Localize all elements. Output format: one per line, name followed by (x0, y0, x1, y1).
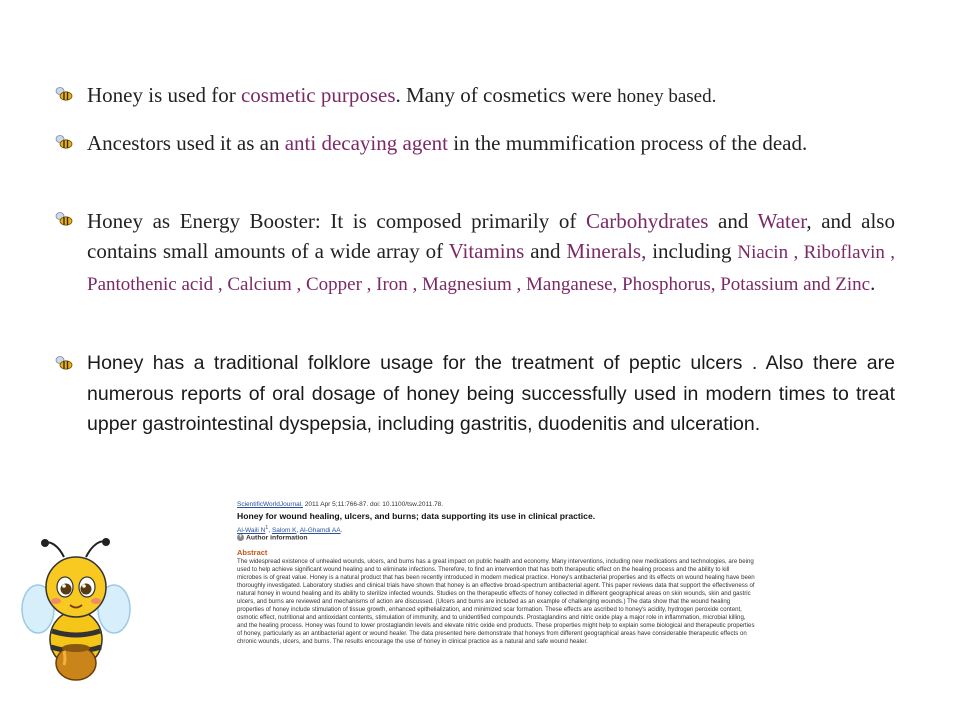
bullet-text: Honey is used for (87, 83, 241, 107)
bullet-text: . (870, 271, 876, 295)
bullet-highlight: anti decaying agent (284, 131, 448, 155)
bullet-text: honey based. (617, 86, 717, 107)
bullet-highlight: Minerals, (566, 239, 647, 263)
citation-text: 2011 Apr 5;11:766-87. doi: 10.1100/tsw.2011.78. (303, 501, 444, 508)
bullet-cosmetics (87, 80, 895, 112)
bee-mascot-illustration (20, 535, 132, 685)
bullet-energy-booster (87, 206, 895, 300)
bullet-highlight: cosmetic purposes (240, 83, 396, 107)
bullet-text: including (646, 239, 738, 263)
article-title: Honey for wound healing, ulcers, and burns; data supporting its use in clinical practice. (237, 511, 596, 521)
bullet-mummification (87, 128, 895, 158)
article-authors: Al-Waili $N^1$, Salom K, Al-Ghamdi AA. (237, 525, 343, 535)
author-link[interactable]: Al-Waili N (237, 527, 266, 535)
bee-bullet-icon (54, 211, 74, 227)
author-information-label: Author information (246, 534, 308, 542)
bullet-folklore: Honey has a traditional folklore usage for the treatment of peptic ulcers . Also there are numerous reports of oral dosage of honey being successfully used in modern times to treat upper gastrointestinal dyspepsia, including gastritis, duodenitis and ulceration. (87, 352, 895, 435)
author-link[interactable]: Salom K (271, 527, 297, 535)
author-information-toggle[interactable] (237, 534, 308, 541)
bee-bullet-icon (54, 134, 74, 150)
bullet-highlight: Niacin , Riboflavin , Pantothenic acid , Calcium , Copper , Iron , Magnesium , Manganese, Phosphorus, Potassium and Zinc (87, 242, 895, 295)
article-clipping (232, 497, 760, 713)
author-affiliation-mark: 1 (265, 525, 269, 531)
bullet-highlight: Water (757, 209, 807, 233)
abstract-text: The widespread existence of unhealed wounds, ulcers, and burns has a great impact on public health and economy. Many interventions, including new medications and technologies, are being used to help achieve significant wound healing and to eliminate infections. Therefore, to find an intervention that has both therapeutic effect on the healing process and the ability to kill microbes is of great value. Honey is a natural product that has been recently introduced in modern medical practice. Honey's antibacterial properties and its effects on wound healing have been thoroughly investigated. Laboratory studies and clinical trials have shown that honey is an effective broad-spectrum antibacterial agent. This paper reviews data that support the effectiveness of natural honey in wound healing and its ability to sterilize infected wounds. Studies on the therapeutic effects of honey collected in different geographical areas on skin wounds, skin and gastric ulcers, and burns are reviewed and mechanisms of action are discussed. (Ulcers and burns are included as an example of challenging wounds.) The data show that the wound healing properties of honey include stimulation of tissue growth, enhanced epithelialization, and minimized scar formation. These effects are ascribed to honey's acidity, hydrogen peroxide content, osmotic effect, nutritional and antioxidant contents, stimulation of immunity, and to unidentified compounds. Prostaglandins and nitric oxide play a major role in inflammation, microbial killing, and the healing process. Honey was found to lower prostaglandin levels and elevate nitric oxide end products. These properties might help to explain some biological and therapeutic properties of honey, particularly as an antibacterial agent or wound healer. The data presented here demonstrate that honeys from different geographical areas have considerable therapeutic effects on chronic wounds, ulcers, and burns. The results encourage the use of honey in clinical practice as a natural and safe wound healer. (237, 558, 755, 646)
bullet-text: in the mummification process of the dead. (447, 131, 808, 155)
bullet-text: Ancestors used it as an (87, 131, 285, 155)
bee-bullet-icon (54, 86, 74, 102)
expand-plus-icon: + (238, 534, 243, 540)
bullet-text: and (524, 239, 567, 263)
author-link[interactable]: Al-Ghamdi AA (299, 527, 341, 535)
journal-link[interactable]: ScientificWorldJournal. (237, 501, 303, 508)
bullet-text: and (708, 209, 758, 233)
abstract-heading: Abstract (237, 548, 268, 557)
bullet-text: , and also contains small amounts of a wide array of (87, 209, 895, 263)
article-citation (237, 501, 443, 508)
bullet-text: Honey as Energy Booster: It is composed primarily of (87, 209, 586, 233)
bullet-highlight: Carbohydrates (585, 209, 709, 233)
bullet-highlight: Vitamins (448, 239, 525, 263)
bullet-text: . Many of cosmetics were (395, 83, 618, 107)
bee-bullet-icon (54, 355, 74, 371)
